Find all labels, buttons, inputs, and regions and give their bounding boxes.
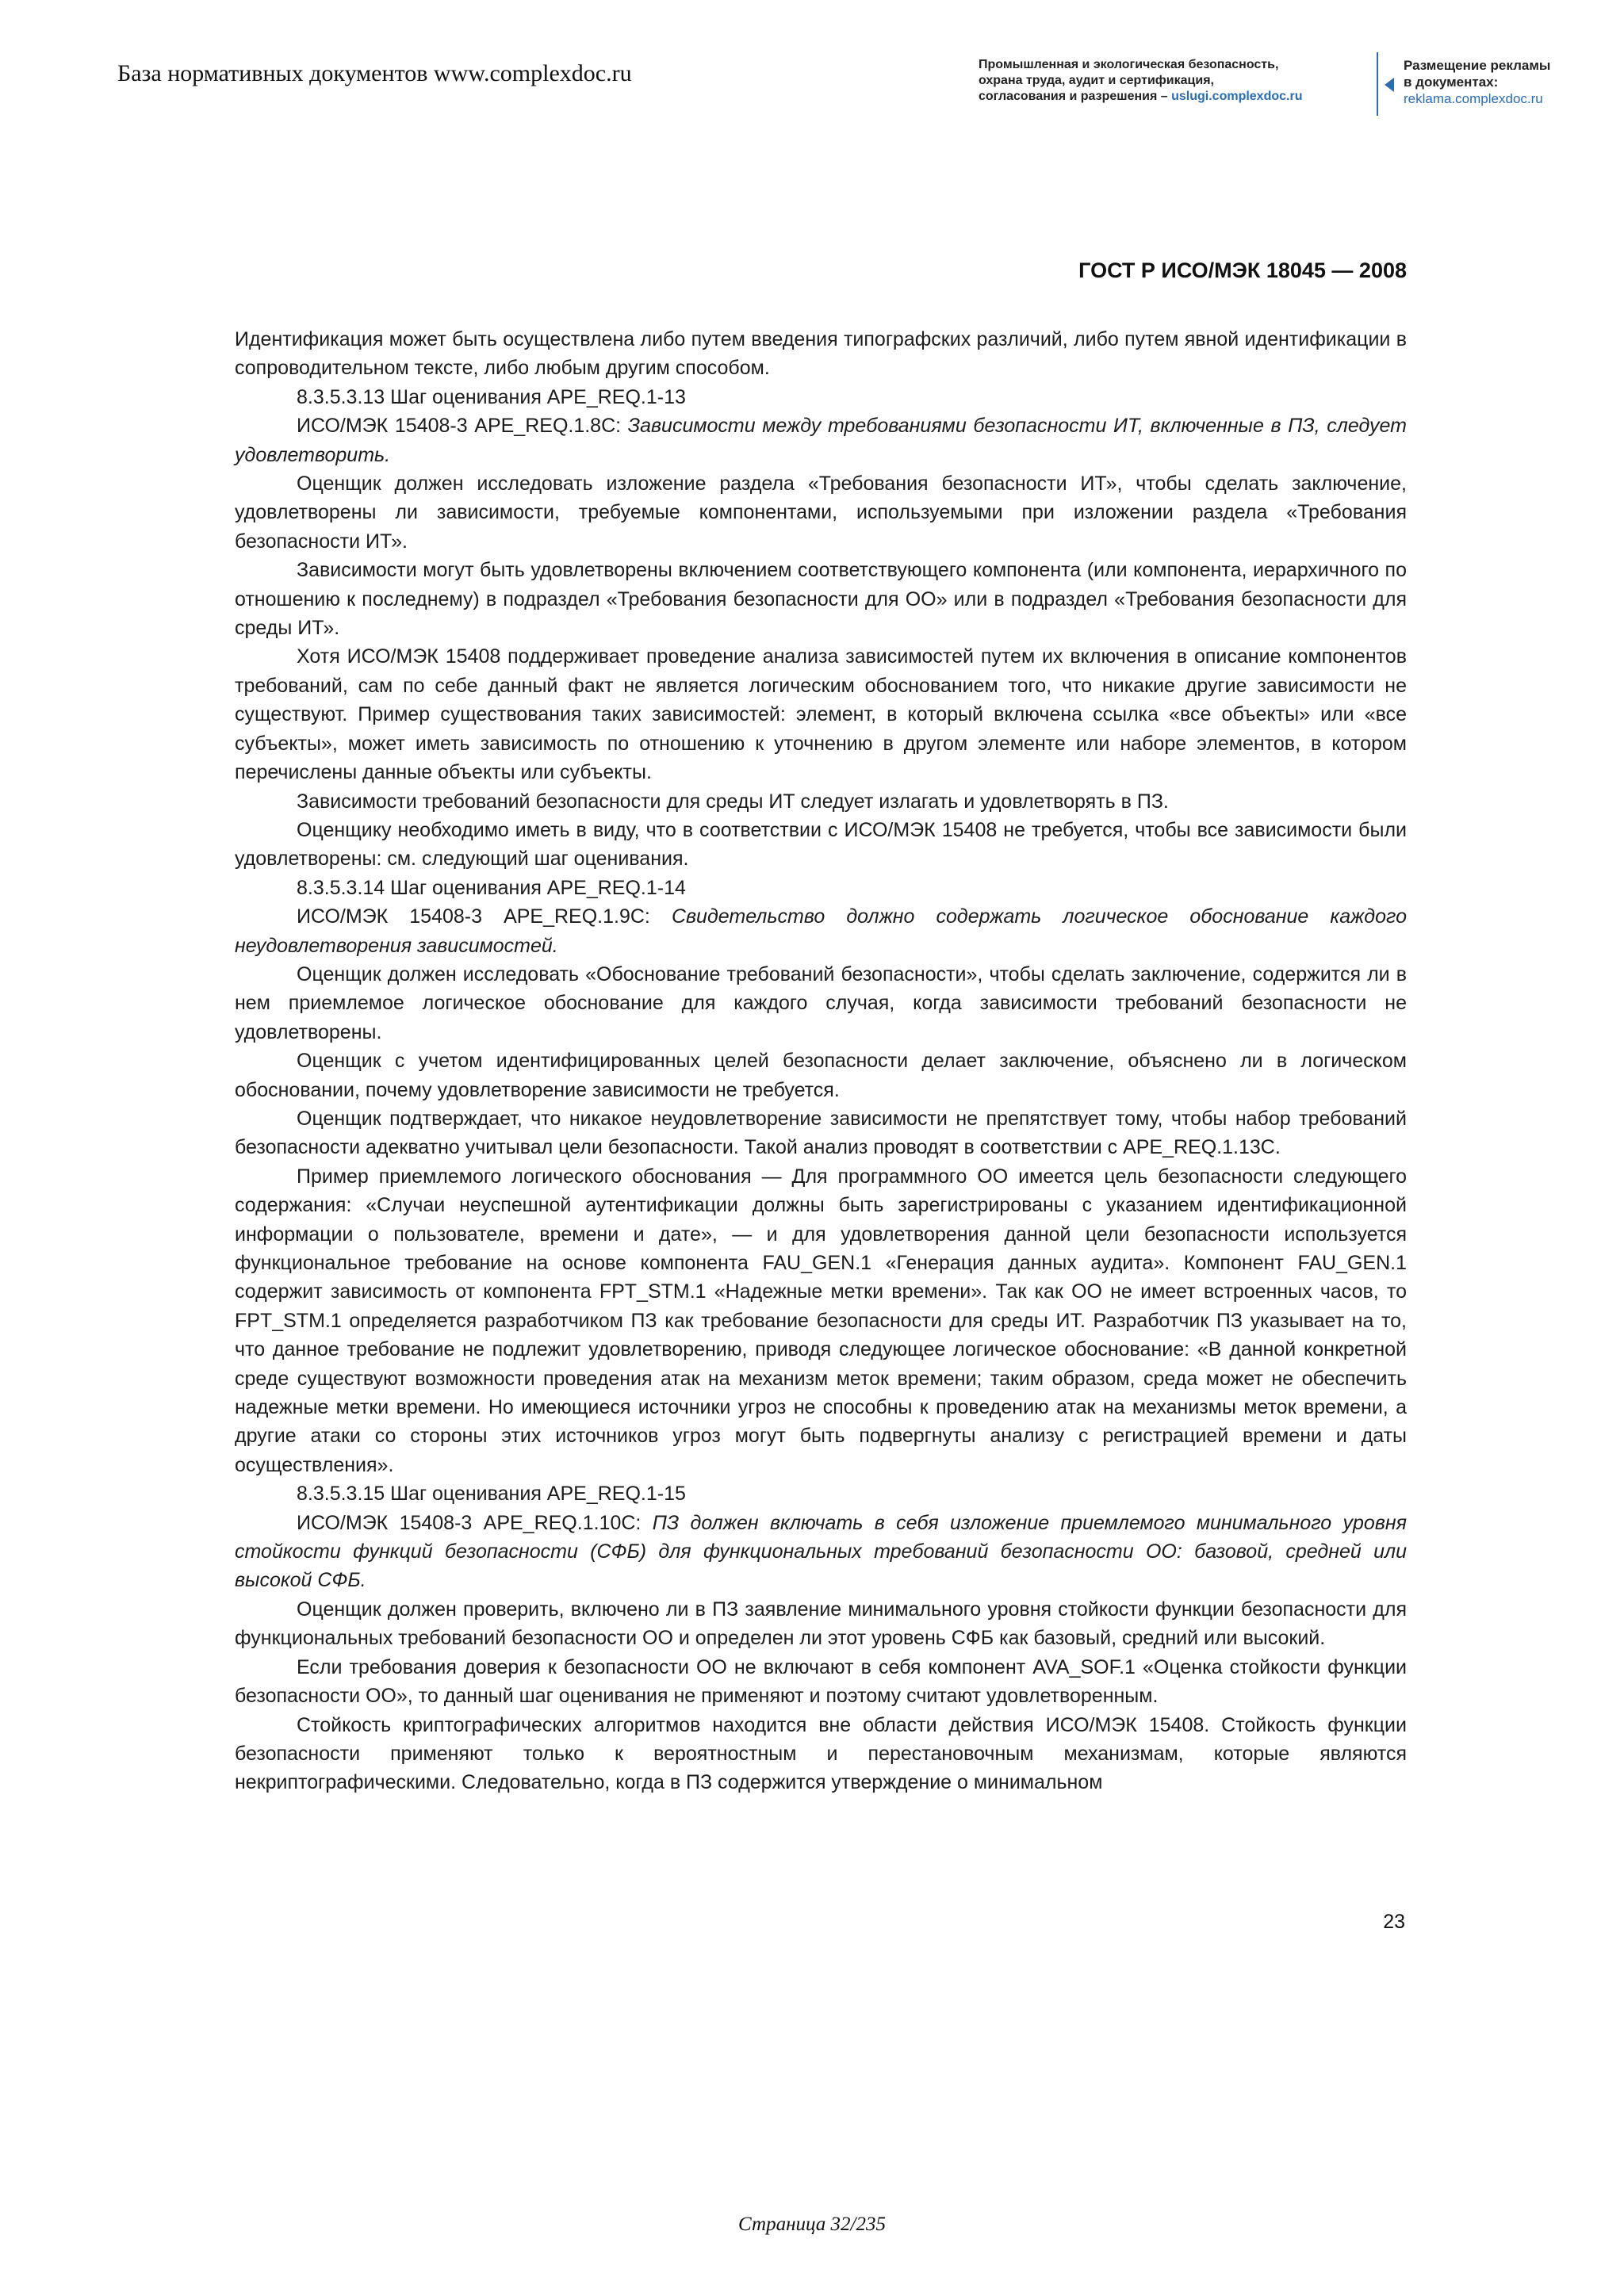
- section-step-heading: 8.3.5.3.14 Шаг оценивания APE_REQ.1-14: [297, 876, 686, 899]
- promo-line: Промышленная и экологическая безопасность,: [979, 58, 1279, 71]
- ads-line: в документах:: [1404, 75, 1499, 90]
- ads-line: Размещение рекламы: [1404, 58, 1551, 73]
- ads-link[interactable]: reklama.complexdoc.ru: [1404, 91, 1543, 106]
- section-step-heading: 8.3.5.3.15 Шаг оценивания APE_REQ.1-15: [297, 1483, 686, 1506]
- header-divider: [1377, 52, 1378, 116]
- section-step-heading: 8.3.5.3.13 Шаг оценивания APE_REQ.1-13: [297, 385, 686, 408]
- promo-link[interactable]: uslugi.complexdoc.ru: [1171, 90, 1303, 103]
- requirement-paragraph: [235, 902, 1407, 960]
- paragraph: Стойкость криптографических алгоритмов находится вне области действия ИСО/МЭК 15408. Стойкость функции безопасности применяют только к вероятностным и перестановочным механизмам, которые являются некриптографическими. Следовательно, когда в ПЗ содержится утверждение о минимальном: [235, 1713, 1407, 1794]
- paragraph: Оценщик с учетом идентифицированных целей безопасности делает заключение, объяснено ли в логическом обосновании, почему удовлетворение зависимости не требуется.: [235, 1050, 1407, 1101]
- document-code: ГОСТ Р ИСО/МЭК 18045 — 2008: [1078, 258, 1407, 282]
- header-site-text: База нормативных документов www.complexdoc.ru: [117, 60, 632, 86]
- header-ads: [1404, 57, 1610, 107]
- paragraph: Идентификация может быть осуществлена либо путем введения типографских различий, либо путем явной идентификации в сопроводительном тексте, либо любым другим способом.: [235, 328, 1407, 380]
- page-number: 23: [1383, 1911, 1405, 1933]
- paragraph: Хотя ИСО/МЭК 15408 поддерживает проведение анализа зависимостей путем их включения в описание компонентов требований, сам по себе данный факт не является логическим обоснованием того, что никакие другие зависимости не существуют. Пример существования таких зависимостей: элемент, в который включена ссылка «все объекты» или «все субъекты», может иметь зависимость по отношению к уточнению в другом элементе или наборе элементов, в котором перечислены данные объекты или субъекты.: [235, 645, 1407, 784]
- footer-page-indicator: Страница 32/235: [738, 2214, 886, 2235]
- paragraph: Оценщик должен проверить, включено ли в ПЗ заявление минимального уровня стойкости функции безопасности для функциональных требований безопасности ОО и определен ли этот уровень СФБ как базовый, средний или высокий.: [235, 1598, 1407, 1650]
- paragraph: Оценщик должен исследовать изложение раздела «Требования безопасности ИТ», чтобы сделать заключение, удовлетворены ли зависимости, требуемые компонентами, используемыми при изложении раздела «Требования безопасности ИТ».: [235, 473, 1407, 553]
- paragraph: Зависимости могут быть удовлетворены включением соответствующего компонента (или компонента, иерархичного по отношению к последнему) в подраздел «Требования безопасности для ОО» или в подраздел «Требования безопасности для среды ИТ».: [235, 559, 1407, 640]
- requirement-text: Зависимости между требованиями безопасности ИТ, включенные в ПЗ, следует удовлетворить.: [235, 415, 1407, 466]
- requirement-ref: ИСО/МЭК 15408-3 APE_REQ.1.9C:: [297, 905, 672, 928]
- header-promo: [979, 57, 1375, 105]
- paragraph: Оценщику необходимо иметь в виду, что в соответствии с ИСО/МЭК 15408 не требуется, чтобы все зависимости были удовлетворены: см. следующий шаг оценивания.: [235, 818, 1407, 871]
- requirement-ref: ИСО/МЭК 15408-3 APE_REQ.1.10C:: [297, 1511, 653, 1534]
- arrow-left-icon: [1385, 78, 1394, 92]
- requirement-paragraph: [235, 411, 1407, 469]
- requirement-ref: ИСО/МЭК 15408-3 APE_REQ.1.8C:: [297, 415, 628, 438]
- example-paragraph: Пример приемлемого логического обоснования — Для программного ОО имеется цель безопасности следующего содержания: «Случаи неуспешной аутентификации должны быть зарегистрированы с указанием идентификационной информации о пользователе, времени и дате», — и для удовлетворения данной цели безопасности используется функциональное требование на основе компонента FAU_GEN.1 «Генерация данных аудита». Компонент FAU_GEN.1 содержит зависимость от компонента FPT_STM.1 «Надежные метки времени». Так как ОО не имеет встроенных часов, то FPT_STM.1 определяется разработчиком ПЗ как требование безопасности для среды ИТ. Разработчик ПЗ указывает на то, что данное требование не подлежит удовлетворению, приводя следующее логическое обоснование: «В данной конкретной среде существуют возможности проведения атак на механизм меток времени; таким образом, среда может не обеспечить надежные метки времени. Но имеющиеся источники угроз не способны к проведению атак на механизмы меток времени, а другие атаки со стороны этих источников угроз могут быть подвергнуты анализу с регистрацией времени и даты осуществления».: [235, 1165, 1407, 1476]
- requirement-text: ПЗ должен включать в себя изложение приемлемого минимального уровня стойкости функций безопасности (СФБ) для функциональных требований безопасности ОО: базовой, средней или высокой СФБ.: [235, 1511, 1407, 1592]
- promo-line: [979, 89, 1375, 105]
- requirement-paragraph: [235, 1509, 1407, 1595]
- promo-line: охрана труда, аудит и сертификация,: [979, 74, 1214, 87]
- paragraph: Зависимости требований безопасности для среды ИТ следует излагать и удовлетворять в ПЗ.: [297, 790, 1169, 813]
- document-body: [235, 325, 1407, 1797]
- paragraph: Оценщик должен исследовать «Обоснование требований безопасности», чтобы сделать заключение, содержится ли в нем приемлемое логическое обоснование для каждого случая, когда зависимости требований безопасности не удовлетворены.: [235, 962, 1407, 1043]
- paragraph: Оценщик подтверждает, что никакое неудовлетворение зависимости не препятствует тому, чтобы набор требований безопасности адекватно учитывал цели безопасности. Такой анализ проводят в соответствии с APE_REQ.1.13C.: [235, 1107, 1407, 1159]
- paragraph: Если требования доверия к безопасности ОО не включают в себя компонент AVA_SOF.1 «Оценка стойкости функции безопасности ОО», то данный шаг оценивания не применяют и поэтому считают удовлетворенным.: [235, 1655, 1407, 1708]
- promo-line-prefix: согласования и разрешения –: [979, 90, 1172, 103]
- requirement-text: Свидетельство должно содержать логическое обоснование каждого неудовлетворения зависимостей.: [235, 905, 1407, 957]
